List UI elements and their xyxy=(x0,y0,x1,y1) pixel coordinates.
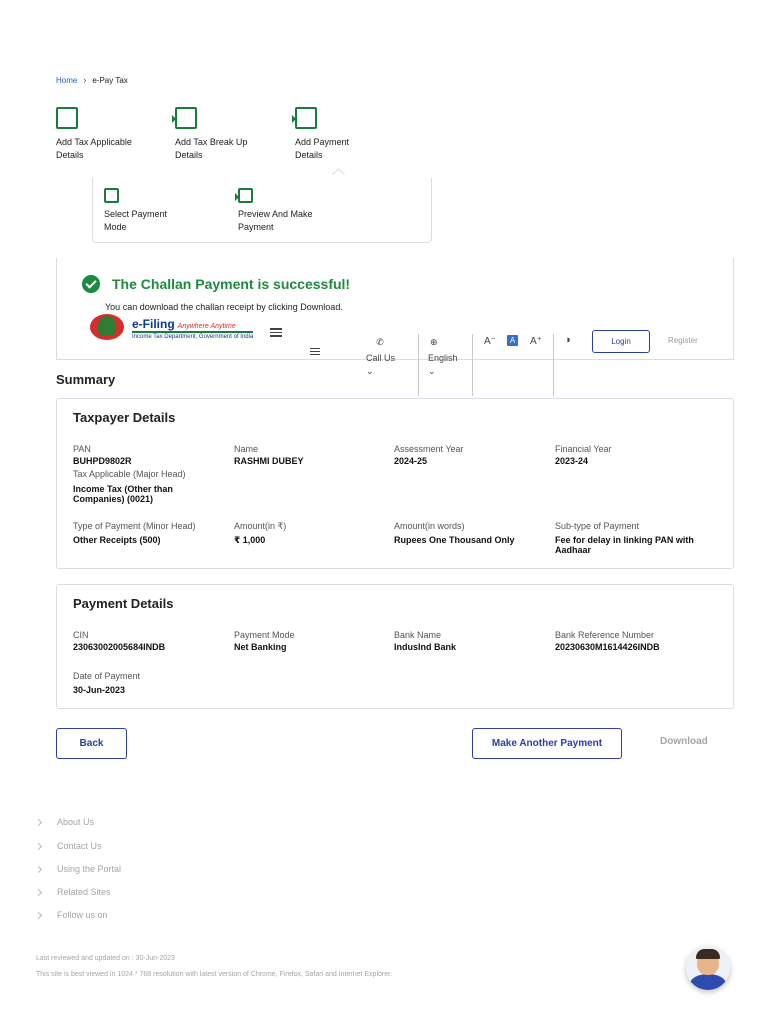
step-checkbox-icon xyxy=(175,107,197,129)
field-major-head: Tax Applicable (Major Head) Income Tax (Other than Companies) (0021) xyxy=(73,469,186,504)
field-bank-reference: Bank Reference Number 20230630M1614426INDB xyxy=(555,630,660,652)
taxpayer-details-card xyxy=(56,398,734,569)
step-add-payment-details[interactable] xyxy=(295,107,415,162)
logo-title: e-Filing xyxy=(132,316,175,331)
contrast-icon[interactable]: ◑ xyxy=(564,334,571,346)
logo-tagline: Anywhere Anytime xyxy=(177,322,236,330)
chevron-right-icon xyxy=(35,911,42,918)
call-us-label[interactable]: Call Us ⌄ xyxy=(366,353,396,376)
step-checkbox-icon xyxy=(295,107,317,129)
substep-label: Preview And Make Payment xyxy=(238,209,313,232)
field-payment-mode: Payment Mode Net Banking xyxy=(234,630,295,652)
back-button[interactable]: Back xyxy=(56,728,127,759)
efiling-logo[interactable] xyxy=(88,313,253,343)
chevron-right-icon xyxy=(35,888,42,895)
text-increase-icon[interactable]: A⁺ xyxy=(530,336,542,347)
success-title: The Challan Payment is successful! xyxy=(112,276,351,292)
field-date-of-payment: Date of Payment 30-Jun-2023 xyxy=(73,671,141,695)
footer-link-follow-us[interactable]: Follow us on xyxy=(36,910,108,920)
field-name: Name RASHMI DUBEY xyxy=(234,444,304,466)
divider xyxy=(553,334,554,396)
check-circle-icon xyxy=(82,275,100,293)
menu-icon[interactable] xyxy=(310,346,320,357)
phone-icon: ✆ xyxy=(376,337,384,347)
login-button[interactable]: Login xyxy=(592,330,650,353)
chevron-right-icon xyxy=(35,842,42,849)
emblem-icon xyxy=(88,313,128,343)
breadcrumb xyxy=(56,75,128,85)
substep-label: Select Payment Mode xyxy=(104,209,168,232)
logo-subtitle: Income Tax Department, Government of India xyxy=(132,331,253,340)
payment-details-card xyxy=(56,584,734,709)
best-viewed-note: This site is best viewed in 1024 * 768 resolution with latest version of Chrome, Firefox, Safari and Internet Explorer. xyxy=(36,971,393,978)
chevron-right-icon xyxy=(35,818,42,825)
footer-link-contact[interactable]: Contact Us xyxy=(36,841,102,851)
step-label: Add Tax Break Up Details xyxy=(175,137,248,160)
card-title: Payment Details xyxy=(73,596,174,611)
chevron-right-icon xyxy=(35,865,42,872)
hamburger-icon[interactable] xyxy=(270,326,282,339)
call-us-button[interactable] xyxy=(370,336,390,349)
field-cin: CIN 23063002005684INDB xyxy=(73,630,166,652)
field-amount: Amount(in ₹) ₹ 1,000 xyxy=(234,521,287,545)
success-message: You can download the challan receipt by clicking Download. xyxy=(105,302,343,312)
field-financial-year: Financial Year 2023-24 xyxy=(555,444,612,466)
step-checkbox-icon xyxy=(56,107,78,129)
field-minor-head: Type of Payment (Minor Head) Other Receipts (500) xyxy=(73,521,196,545)
breadcrumb-home-link[interactable]: Home xyxy=(56,75,78,85)
step-add-tax-applicable[interactable] xyxy=(56,107,176,162)
field-pan: PAN BUHPD9802R xyxy=(73,444,132,466)
field-amount-words: Amount(in words) Rupees One Thousand Only xyxy=(394,521,515,545)
globe-icon: ⊕ xyxy=(430,337,438,347)
step-checkbox-icon xyxy=(238,188,253,203)
substep-preview-and-pay[interactable] xyxy=(238,188,358,234)
breadcrumb-separator: › xyxy=(83,75,87,85)
field-subtype: Sub-type of Payment Fee for delay in linking PAN with Aadhaar xyxy=(555,521,694,555)
step-label: Add Tax Applicable Details xyxy=(56,137,132,160)
field-assessment-year: Assessment Year 2024-25 xyxy=(394,444,464,466)
chatbot-avatar-button[interactable] xyxy=(686,946,730,990)
field-bank-name: Bank Name IndusInd Bank xyxy=(394,630,457,652)
card-title: Taxpayer Details xyxy=(73,410,176,425)
footer-link-related-sites[interactable]: Related Sites xyxy=(36,887,111,897)
chevron-down-icon: ⌄ xyxy=(428,366,436,376)
footer-link-about[interactable]: About Us xyxy=(36,817,94,827)
last-reviewed-note: Last reviewed and updated on : 30-Jun-2023 xyxy=(36,955,175,962)
text-decrease-icon[interactable]: A⁻ xyxy=(484,336,496,347)
register-link[interactable]: Register xyxy=(668,336,698,345)
text-default-icon[interactable]: A xyxy=(507,335,518,346)
language-selector[interactable]: English ⌄ xyxy=(428,353,458,376)
make-another-payment-button[interactable]: Make Another Payment xyxy=(472,728,622,759)
download-button[interactable]: Download xyxy=(660,736,708,747)
chevron-down-icon: ⌄ xyxy=(366,366,374,376)
substep-select-payment-mode[interactable] xyxy=(104,188,224,234)
divider xyxy=(418,334,419,396)
footer-link-using-portal[interactable]: Using the Portal xyxy=(36,864,121,874)
step-checkbox-icon xyxy=(104,188,119,203)
summary-heading: Summary xyxy=(56,372,116,387)
step-add-tax-breakup[interactable] xyxy=(175,107,295,162)
step-label: Add Payment Details xyxy=(295,137,350,160)
success-heading xyxy=(82,275,350,293)
breadcrumb-current: e-Pay Tax xyxy=(92,75,128,85)
divider xyxy=(472,334,473,396)
